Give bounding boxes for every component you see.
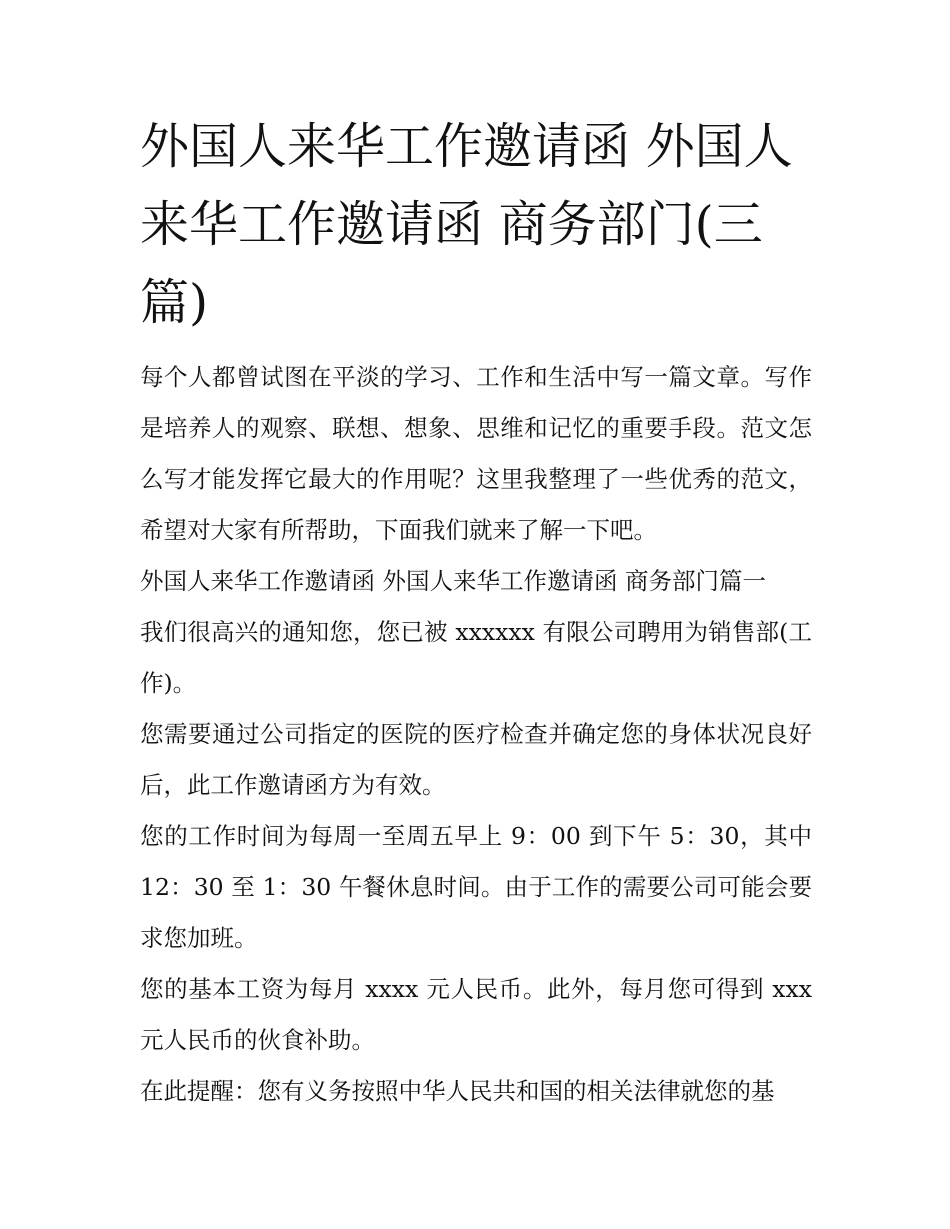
body-paragraph: 您的基本工资为每月 xxxx 元人民币。此外，每月您可得到 xxx 元人民币的伙食补助。 — [140, 975, 812, 1054]
body-paragraph: 您的工作时间为每周一至周五早上 9：00 到下午 5：30，其中 12：30 至 1：30 午餐休息时间。由于工作的需要公司可能会要求您加班。 — [140, 822, 812, 952]
document-title: 外国人来华工作邀请函 外国人来华工作邀请函 商务部门(三篇) — [140, 118, 793, 331]
body-paragraph: 我们很高兴的通知您，您已被 xxxxxx 有限公司聘用为销售部(工作)。 — [140, 618, 812, 697]
intro-paragraph: 每个人都曾试图在平淡的学习、工作和生活中写一篇文章。写作是培养人的观察、联想、想象、思维和记忆的重要手段。范文怎么写才能发挥它最大的作用呢？这里我整理了一些优秀的范文，希望对大家有所帮助，下面我们就来了解一下吧。 — [140, 363, 812, 544]
body-paragraph: 您需要通过公司指定的医院的医疗检查并确定您的身体状况良好后，此工作邀请函方为有效。 — [140, 720, 812, 799]
section-heading: 外国人来华工作邀请函 外国人来华工作邀请函 商务部门篇一 — [140, 567, 766, 595]
document-page — [140, 108, 812, 1117]
body-paragraph: 在此提醒：您有义务按照中华人民共和国的相关法律就您的基 — [140, 1077, 775, 1105]
